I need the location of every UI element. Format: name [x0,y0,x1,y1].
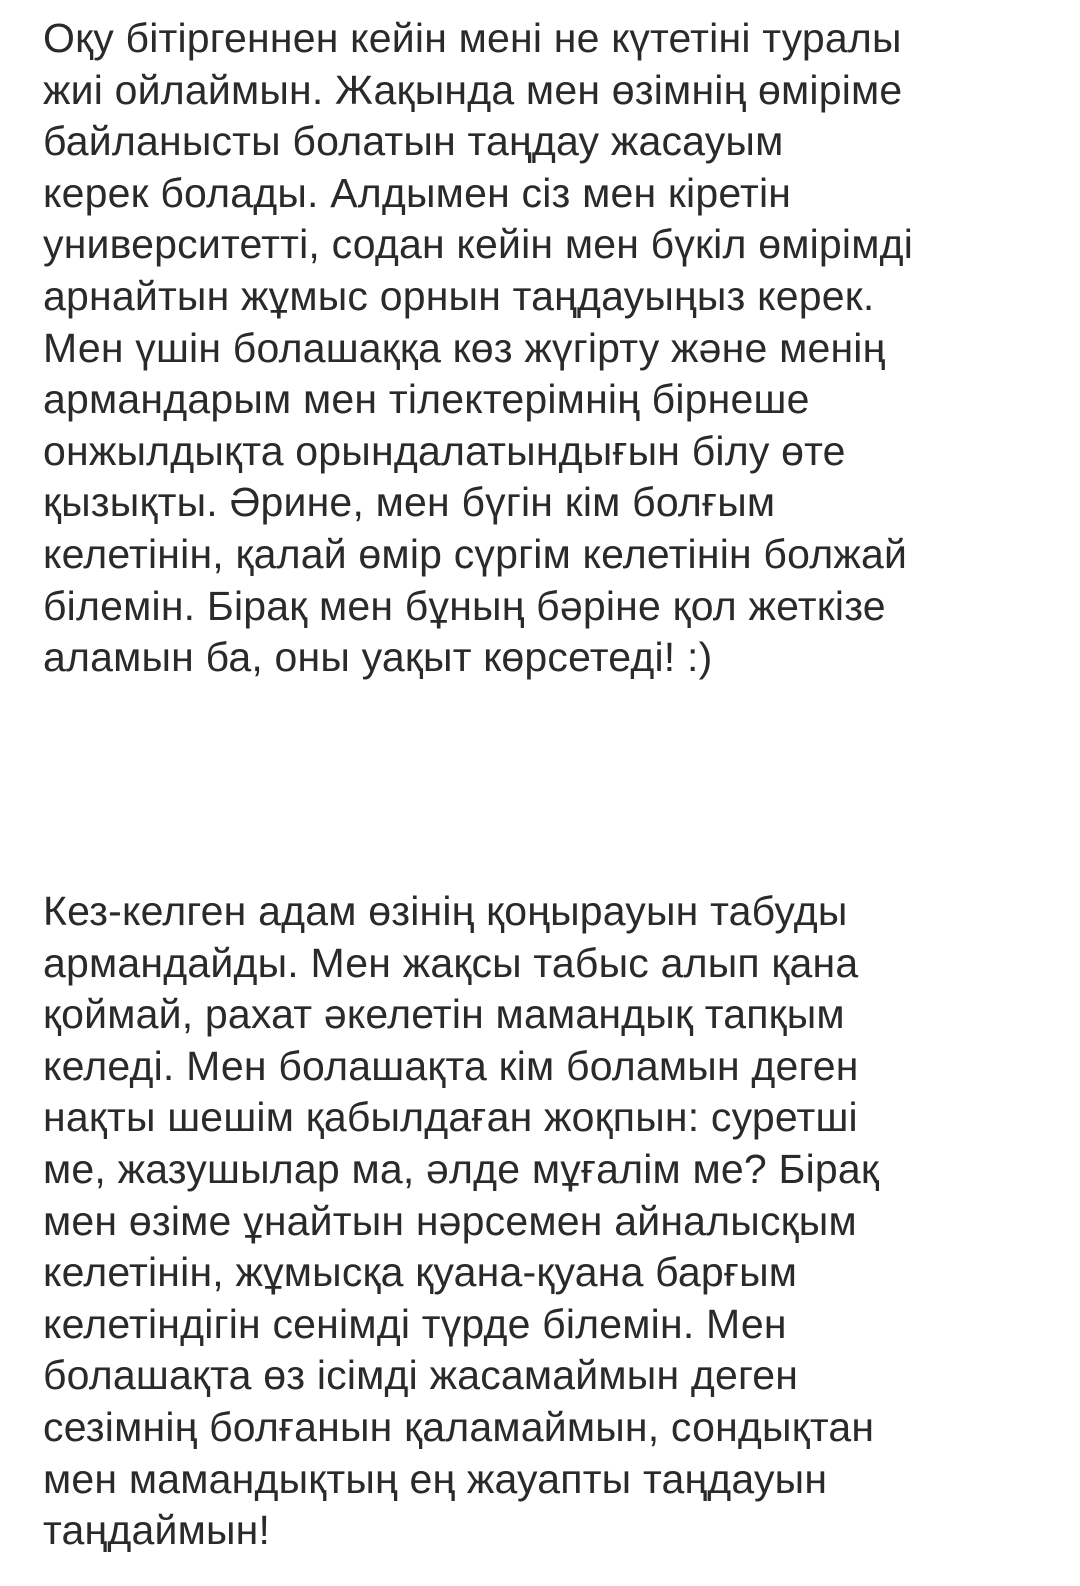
text-line: білемін. Бірақ мен бұның бәріне қол жеткізе [43,582,886,629]
text-line: аламын ба, оны уақыт көрсетеді! :) [43,634,713,681]
text-line: Кез-келген адам өзінің қоңырауын табуды [43,888,848,934]
text-line: Мен үшін болашаққа көз жүгірту және менің [43,324,886,371]
text-line: арнайтын жұмыс орнын таңдауыңыз керек. [43,272,875,319]
text-line: керек болады. Алдымен сіз мен кіретін [43,169,792,216]
text-line: мен өзіме ұнайтын нәрсемен айналысқым [43,1197,857,1244]
paragraph-1 [43,13,913,684]
text-line: нақты шешім қабылдаған жоқпын: суретші [43,1094,858,1141]
text-line: келеді. Мен болашақта кім боламын деген [43,1042,859,1089]
text-line: армандарым мен тілектерімнің бірнеше [43,376,810,423]
paragraph-2 [43,886,879,1557]
text-line: болашақта өз ісімді жасамаймын деген [43,1352,799,1399]
text-line: келетінін, қалай өмір сүргім келетінін болжай [43,530,908,577]
text-line: университетті, содан кейін мен бүкіл өмірімді [43,221,914,268]
text-line: қоймай, рахат әкелетін мамандық тапқым [43,991,845,1038]
text-line: ме, жазушылар ма, әлде мұғалім ме? Бірақ [43,1145,880,1192]
text-line: байланысты болатын таңдау жасауым [43,118,784,165]
text-line: армандайды. Мен жақсы табыс алып қана [43,939,859,986]
text-line: келетінін, жұмысқа қуана-қуана барғым [43,1249,798,1296]
text-line: қызықты. Әрине, мен бүгін кім болғым [43,479,776,526]
text-line: мен мамандықтың ең жауапты таңдауын [43,1455,828,1502]
text-line: онжылдықта орындалатындығын білу өте [43,427,846,474]
text-line: сезімнің болғанын қаламаймын, сондықтан [43,1403,875,1450]
text-line: жиі ойлаймын. Жақында мен өзімнің өміріме [43,66,903,113]
text-line: Оқу бітіргеннен кейін мені не күтетіні туралы [43,15,902,61]
text-line: келетіндігін сенімді түрде білемін. Мен [43,1300,787,1347]
text-line: таңдаймын! [43,1507,271,1554]
